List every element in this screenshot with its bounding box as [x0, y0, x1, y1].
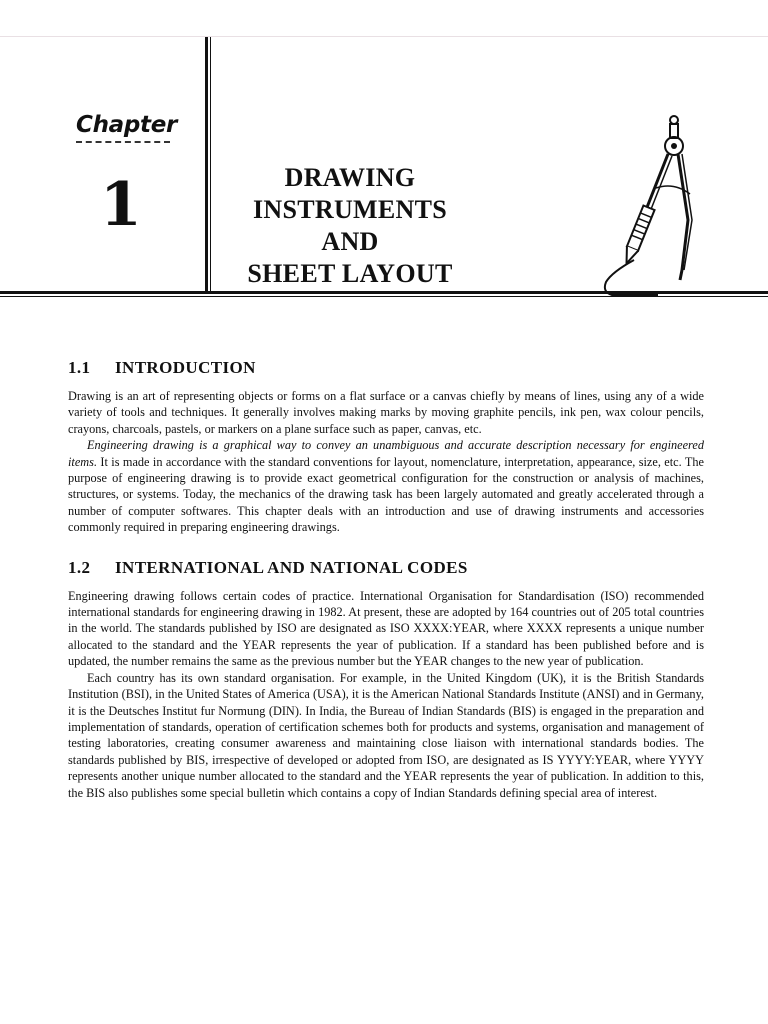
- chapter-label: Chapter: [76, 112, 178, 138]
- chapter-underline: [76, 141, 170, 143]
- section-number: 1.2: [68, 557, 91, 577]
- section-heading-introduction: [68, 358, 704, 378]
- header-divider-thin: [210, 37, 211, 294]
- section-number: 1.1: [68, 358, 91, 377]
- paragraph: Each country has its own standard organisation. For example, in the United Kingdom (UK), it is the British Standards Institution (BSI), in the United States of America (USA), it is the American National Standards Institute (ANSI) and in Germany, it is the Deutsches Institut fur Normung (DIN). In India, the Bureau of Indian Standards (BIS) is engaged in the preparation and implementation of standards, operation of certification schemes both for products and systems, organisation and management of testing laboratories, creating consumer awareness and maintaining close liaison with international standards bodies. The standards published by BIS, irrespective of developed or adopted from ISO, are designated as IS YYYY:YEAR, where YYYY represents another unique number allocated to the standard and the YEAR represents the year of publication. In addition to this, the BIS also publishes some special bulletin which contains a copy of Indian Standards defining special area of interest.: [68, 670, 704, 800]
- chapter-title-line-2: INSTRUMENTS AND: [252, 195, 447, 256]
- paragraph: Drawing is an art of representing objects or forms on a flat surface or a canvas chiefly by means of lines, using any of a wide variety of tools and techniques. It generally involves making marks by moving graphite pencils, ink pen, wax colour pencils, crayons, charcoals, pastels, or markers on a plane surface such as paper, canvas, etc.: [68, 389, 704, 436]
- emphasis-definition: Engineering drawing is a graphical way to convey an unambiguous and accurate description necessary for engineered items.: [68, 438, 704, 469]
- chapter-title: [230, 162, 470, 290]
- header-bottom-rule-thick: [0, 291, 768, 294]
- section-title: INTRODUCTION: [115, 358, 256, 377]
- drawing-compass-icon: [598, 110, 708, 296]
- paragraph-text: It is made in accordance with the standard conventions for layout, nomenclature, interpretation, appearance, size, etc. The purpose of engineering drawing is to provide exact geometrical configuration for the construction or analysis of machines, structures, or systems. Today, the mechanics of the drawing task has been largely automated and greatly accelerated through a number of computer softwares. This chapter deals with an introduction and use of drawing instruments and accessories commonly required in preparing engineering drawings.: [68, 454, 704, 535]
- header-bottom-rule-thin: [0, 296, 768, 297]
- paragraph: [68, 437, 704, 535]
- chapter-body: [68, 358, 704, 801]
- paragraph: Engineering drawing follows certain codes of practice. International Organisation for Standardisation (ISO) recommended international standards for engineering drawing in 1982. At present, these are adopted by 164 countries out of 205 total countries in the world. The standards published by ISO are designated as ISO XXXX:YEAR, where XXXX represents a unique number allocated to the standard and the YEAR represents the year of publication. If a standard has been published before and is updated, the number remains the same as the previous number but the YEAR changes to the new year of publication.: [68, 588, 704, 669]
- chapter-title-line-1: DRAWING: [284, 163, 416, 192]
- section-title: INTERNATIONAL AND NATIONAL CODES: [115, 557, 468, 577]
- chapter-number: 1: [100, 170, 142, 240]
- section-heading-codes: [68, 558, 704, 578]
- header-divider-thick: [205, 37, 208, 294]
- chapter-title-line-3: SHEET LAYOUT: [247, 259, 453, 288]
